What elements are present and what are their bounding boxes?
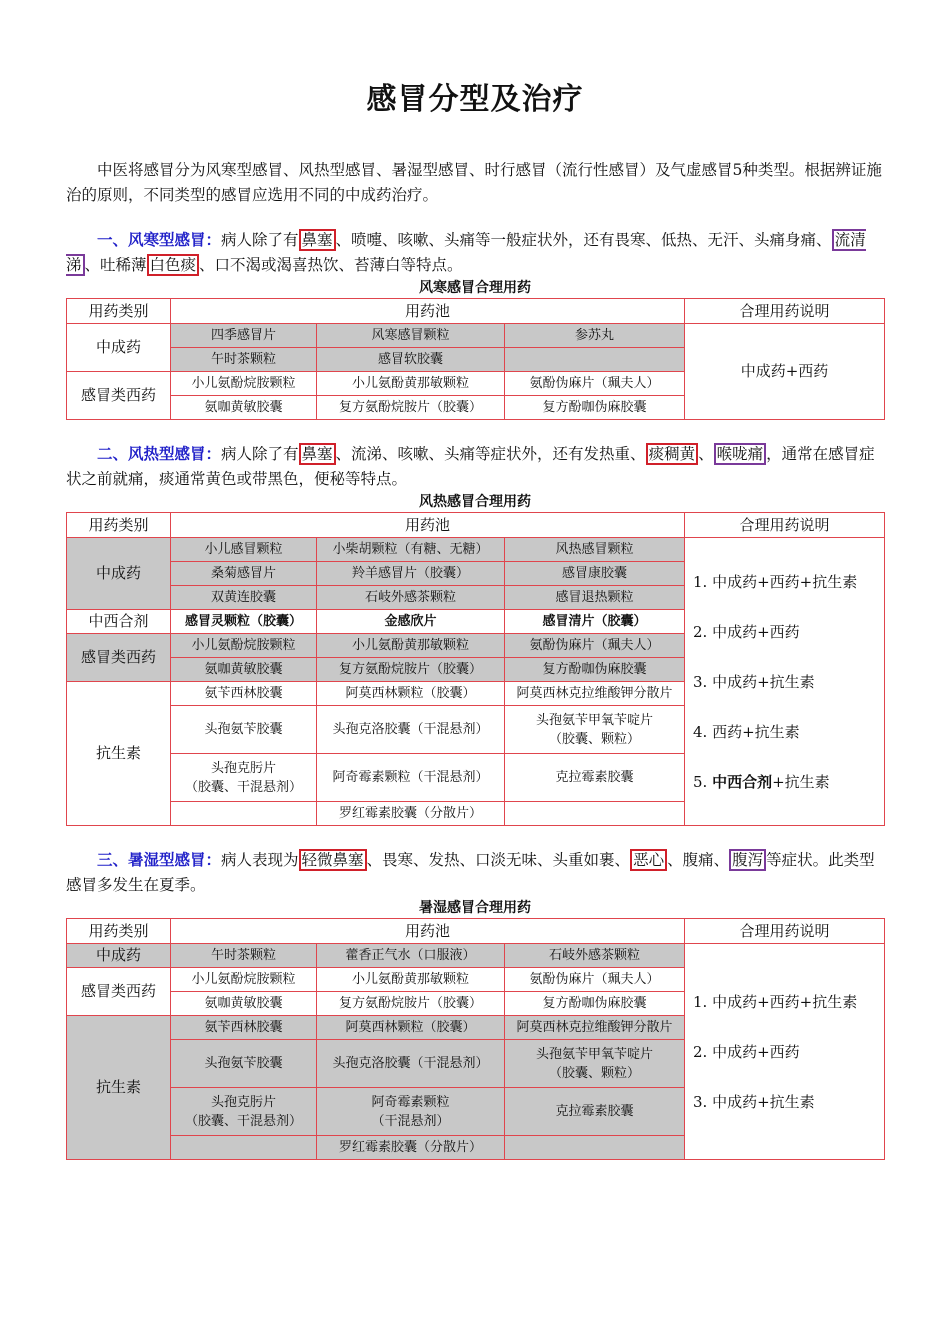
category-cell: 中成药 [67,538,171,610]
usage-note: 1. 中成药+西药+抗生素 [693,572,858,591]
drug-cell: 小儿感冒颗粒 [171,538,317,562]
table-2-caption: 风热感冒合理用药 [419,494,531,510]
symptom-highlight: 恶心 [630,849,667,871]
drug-cell: 头孢克洛胶囊（干混悬剂） [317,706,505,754]
drug-cell: 参苏丸 [505,324,685,348]
symptom-highlight: 鼻塞 [299,443,336,465]
text: 、流涕、咳嗽、头痛等症状外，还有发热重、 [335,445,646,463]
category-cell: 感冒类西药 [67,968,171,1016]
drug-cell: 氨酚伪麻片（珮夫人） [505,372,685,396]
drug-cell: 小儿氨酚黄那敏颗粒 [317,968,505,992]
drug-cell: 氨酚伪麻片（珮夫人） [505,968,685,992]
text: 头孢克肟片 [210,760,276,776]
text: （干混悬剂） [371,1113,450,1129]
text: 阿奇霉素颗粒 [371,1094,450,1110]
category-cell: 感冒类西药 [67,372,171,420]
document-page [66,78,884,1182]
drug-cell: 石岐外感茶颗粒 [317,586,505,610]
drug-cell: 羚羊感冒片（胶囊） [317,562,505,586]
drug-cell: 感冒康胶囊 [505,562,685,586]
section-3-paragraph [66,848,884,898]
drug-cell [317,1088,505,1136]
drug-cell: 午时茶颗粒 [171,348,317,372]
table-1-caption: 风寒感冒合理用药 [419,280,531,296]
symptom-highlight: 腹泻 [729,849,766,871]
usage-note: 1. 中成药+西药+抗生素 [693,992,858,1011]
drug-cell: 复方酚咖伪麻胶囊 [505,396,685,420]
drug-cell: 复方酚咖伪麻胶囊 [505,658,685,682]
col-header: 合理用药说明 [685,919,885,944]
category-cell: 抗生素 [67,1016,171,1160]
drug-cell: 复方氨酚烷胺片（胶囊） [317,396,505,420]
drug-cell: 头孢氨苄胶囊 [171,706,317,754]
text: （胶囊、干混悬剂） [184,1113,302,1129]
section-1-heading: 一、风寒型感冒： [97,231,222,249]
category-cell: 中成药 [67,324,171,372]
usage-notes [685,538,885,826]
usage-note: 2. 中成药+西药 [693,622,800,641]
text: 等症状。此类型感冒多发生在夏季。 [66,851,875,894]
drug-cell: 小儿氨酚烷胺颗粒 [171,968,317,992]
usage-note: 2. 中成药+西药 [693,1042,800,1061]
drug-cell: 桑菊感冒片 [171,562,317,586]
text: 、畏寒、发热、口淡无味、头重如裹、 [366,851,631,869]
text: （胶囊、颗粒） [548,1065,640,1081]
drug-cell: 氨咖黄敏胶囊 [171,658,317,682]
section-2-paragraph [66,442,884,492]
col-header: 用药类别 [67,299,171,324]
drug-cell: 阿莫西林颗粒（胶囊） [317,1016,505,1040]
text: 、吐稀薄 [84,256,147,274]
col-header: 用药类别 [67,513,171,538]
text: 、喷嚏、咳嗽、头痛等一般症状外，还有畏寒、低热、无汗、头痛身痛、 [335,231,832,249]
text: 、口不渴或渴喜热饮、苔薄白等特点。 [199,256,463,274]
drug-cell: 金感欣片 [317,610,505,634]
text: 、 [698,445,714,463]
usage-note: 3. 中成药+抗生素 [693,1092,815,1111]
symptom-highlight: 鼻塞 [299,229,336,251]
intro-paragraph: 中医将感冒分为风寒型感冒、风热型感冒、暑湿型感冒、时行感冒（流行性感冒）及气虚感冒5种类型。根据辨证施治的原则，不同类型的感冒应选用不同的中成药治疗。 [66,161,882,204]
page-title: 感冒分型及治疗 [366,82,584,117]
drug-cell: 四季感冒片 [171,324,317,348]
usage-note: 中成药+西药 [685,324,885,420]
drug-cell: 小儿氨酚黄那敏颗粒 [317,634,505,658]
drug-cell: 氨咖黄敏胶囊 [171,992,317,1016]
drug-cell: 阿莫西林克拉维酸钾分散片 [505,682,685,706]
text: +抗生素 [772,772,830,791]
section-2-heading: 二、风热型感冒： [97,445,222,463]
drug-cell: 石岐外感茶颗粒 [505,944,685,968]
drug-cell: 克拉霉素胶囊 [505,754,685,802]
drug-cell: 小柴胡颗粒（有糖、无糖） [317,538,505,562]
text: 头孢克肟片 [210,1094,276,1110]
section-3-heading: 三、暑湿型感冒： [97,851,222,869]
table-wind-cold [66,298,885,420]
drug-cell [171,1136,317,1160]
text: ，通常在感冒症状之前就痛，痰通常黄色或带黑色，便秘等特点。 [66,445,875,488]
drug-cell [171,802,317,826]
text: 病人除了有 [221,231,299,249]
drug-cell: 感冒清片（胶囊） [505,610,685,634]
text: 、腹痛、 [667,851,730,869]
drug-cell: 氨酚伪麻片（珮夫人） [505,634,685,658]
drug-cell: 头孢克洛胶囊（干混悬剂） [317,1040,505,1088]
text: （胶囊、干混悬剂） [184,779,302,795]
drug-cell: 氨咖黄敏胶囊 [171,396,317,420]
text: 中西合剂 [712,772,773,791]
drug-cell: 阿奇霉素颗粒（干混悬剂） [317,754,505,802]
drug-cell: 感冒灵颗粒（胶囊） [171,610,317,634]
text: （胶囊、颗粒） [548,731,640,747]
text: 头孢氨苄甲氧苄啶片 [535,1046,653,1062]
col-header: 用药池 [171,513,685,538]
drug-cell: 阿莫西林颗粒（胶囊） [317,682,505,706]
text: 病人除了有 [221,445,299,463]
drug-cell: 小儿氨酚黄那敏颗粒 [317,372,505,396]
drug-cell: 罗红霉素胶囊（分散片） [317,1136,505,1160]
usage-notes [685,944,885,1160]
col-header: 用药池 [171,919,685,944]
drug-cell: 双黄连胶囊 [171,586,317,610]
text: 头孢氨苄甲氧苄啶片 [535,712,653,728]
drug-cell [505,1040,685,1088]
drug-cell: 午时茶颗粒 [171,944,317,968]
drug-cell: 复方氨酚烷胺片（胶囊） [317,992,505,1016]
symptom-highlight: 喉咙痛 [714,443,767,465]
text: 病人表现为 [221,851,299,869]
drug-cell: 阿莫西林克拉维酸钾分散片 [505,1016,685,1040]
drug-cell: 小儿氨酚烷胺颗粒 [171,372,317,396]
drug-cell: 藿香正气水（口服液） [317,944,505,968]
drug-cell: 感冒退热颗粒 [505,586,685,610]
category-cell: 中成药 [67,944,171,968]
drug-cell: 感冒软胶囊 [317,348,505,372]
symptom-highlight: 轻微鼻塞 [299,849,367,871]
category-cell: 抗生素 [67,682,171,826]
drug-cell: 小儿氨酚烷胺颗粒 [171,634,317,658]
drug-cell: 罗红霉素胶囊（分散片） [317,802,505,826]
drug-cell: 克拉霉素胶囊 [505,1088,685,1136]
table-wind-heat [66,512,885,826]
usage-note: 4. 西药+抗生素 [693,722,800,741]
text: 5. [693,772,713,791]
table-3-caption: 暑湿感冒合理用药 [419,900,531,916]
drug-cell [505,1136,685,1160]
symptom-highlight: 白色痰 [147,254,200,276]
drug-cell: 头孢氨苄胶囊 [171,1040,317,1088]
drug-cell [505,706,685,754]
col-header: 用药池 [171,299,685,324]
drug-cell [171,1088,317,1136]
table-summer-damp [66,918,885,1160]
drug-cell [505,348,685,372]
col-header: 合理用药说明 [685,299,885,324]
drug-cell [505,802,685,826]
usage-note [693,757,882,807]
drug-cell: 氨苄西林胶囊 [171,682,317,706]
drug-cell: 风热感冒颗粒 [505,538,685,562]
drug-cell: 复方酚咖伪麻胶囊 [505,992,685,1016]
col-header: 合理用药说明 [685,513,885,538]
drug-cell: 风寒感冒颗粒 [317,324,505,348]
symptom-highlight: 痰稠黄 [646,443,699,465]
usage-note: 3. 中成药+抗生素 [693,672,815,691]
drug-cell [171,754,317,802]
symptom-highlight: 流清涕 [66,231,866,274]
section-1-paragraph [66,228,884,278]
category-cell: 感冒类西药 [67,634,171,682]
category-cell: 中西合剂 [67,610,171,634]
drug-cell: 复方氨酚烷胺片（胶囊） [317,658,505,682]
drug-cell: 氨苄西林胶囊 [171,1016,317,1040]
col-header: 用药类别 [67,919,171,944]
